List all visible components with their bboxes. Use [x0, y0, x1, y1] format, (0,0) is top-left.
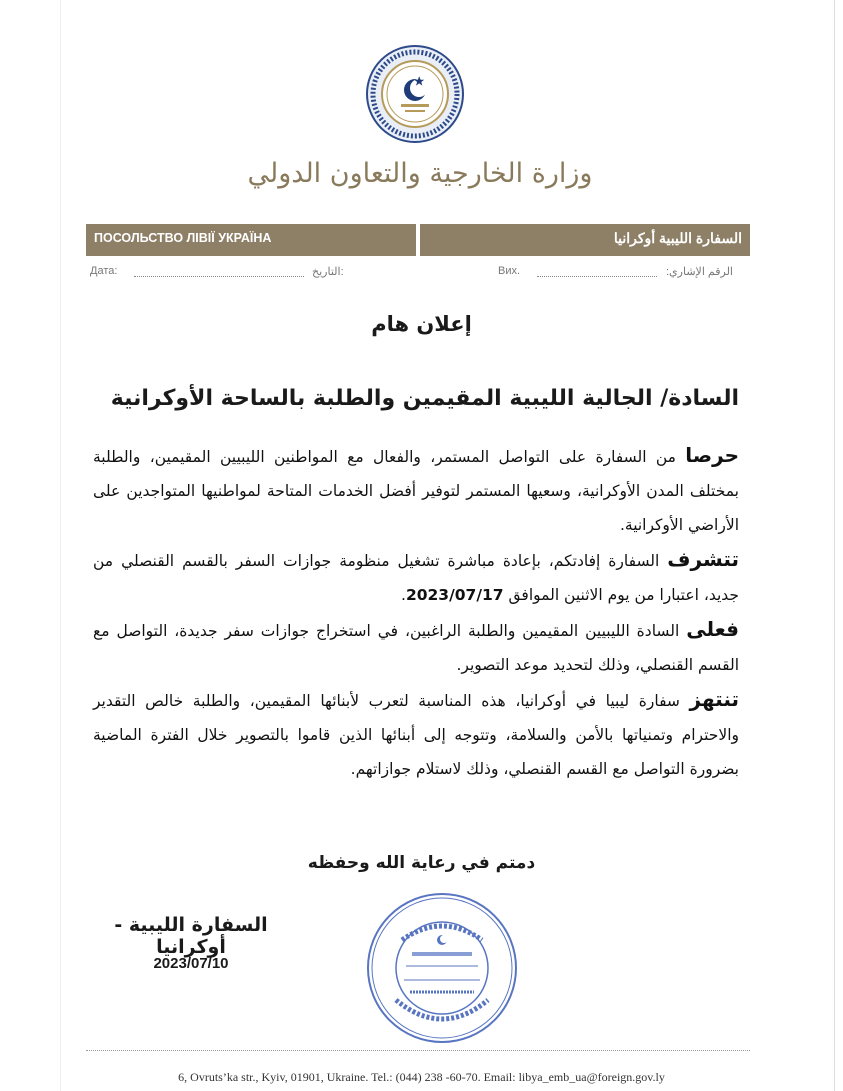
- ministry-title: وزارة الخارجية والتعاون الدولي: [247, 158, 593, 189]
- date-field-uk: [90, 265, 304, 277]
- paragraph-lead: فعلى: [686, 617, 739, 641]
- header-band-ukrainian: [86, 224, 416, 256]
- page-edge-left: [60, 0, 69, 1091]
- announcement-title: إعلان هام: [371, 312, 472, 336]
- embassy-name-ukrainian: ПОСОЛЬСТВО ЛІВІЇ УКРАЇНА: [94, 231, 272, 245]
- signature-name: السفارة الليبية - أوكرانيا: [114, 914, 268, 958]
- date-dots: [134, 266, 304, 277]
- date-label-uk: Дата:: [90, 265, 118, 277]
- paragraph-lead: تتشرف: [667, 547, 739, 571]
- embassy-stamp-icon: [362, 888, 522, 1048]
- ref-label-uk: Вих.: [498, 265, 521, 277]
- ref-label-ar: الرقم الإشاري:: [666, 266, 733, 278]
- paragraph-4: [93, 682, 739, 786]
- paragraph-tail: .: [401, 586, 406, 604]
- paragraph-text: سفارة ليبيا في أوكرانيا، هذه المناسبة لتعرب لأبنائها المقيمين، والطلبة خالص التقدير والاحترام وتمنياتها بالأمن والسلامة، وتتوجه إلى أبنائها الذين قاموا بالتصوير خلال الفترة الماضية بضرورة التواصل مع القسم القنصلي، وذلك لاستلام جوازاتهم.: [93, 692, 739, 778]
- paragraph-text: من السفارة على التواصل المستمر، والفعال مع المواطنين الليبيين المقيمين، والطلبة بمختلف المدن الأوكرانية، وسعيها المستمر لتوفير أفضل الخدمات المتاحة لمواطنيها المتواجدين على الأراضي الأوكرانية.: [93, 448, 739, 534]
- paragraph-2: [93, 542, 739, 612]
- paragraph-text: السفارة إفادتكم، بإعادة مباشرة تشغيل منظومة جوازات السفر بالقسم القنصلي من جديد، اعتبارا من يوم الاثنين الموافق: [93, 552, 739, 604]
- ref-field-uk: [498, 265, 657, 277]
- libya-gnu-seal-icon: [365, 44, 465, 144]
- embassy-name-arabic: السفارة الليبية أوكرانيا: [613, 230, 742, 246]
- paragraph-3: [93, 612, 739, 682]
- addressee-line: السادة/ الجالية الليبية المقيمين والطلبة بالساحة الأوكرانية: [110, 386, 739, 411]
- paragraph-1: [93, 438, 739, 542]
- header-band-arabic: [420, 224, 750, 256]
- ref-dots: [537, 266, 657, 277]
- resume-date: 2023/07/17: [405, 586, 504, 604]
- announcement-body: [93, 438, 739, 786]
- paragraph-lead: حرصا: [685, 443, 739, 467]
- signature-date: 2023/07/10: [153, 955, 229, 972]
- page-edge-right: [826, 0, 835, 1091]
- footer-rule: [86, 1050, 750, 1051]
- date-label-ar: التاريخ:: [312, 266, 344, 278]
- paragraph-lead: تنتهز: [689, 687, 739, 711]
- footer-address: 6, Ovruts’ka str., Kyiv, 01901, Ukraine. Tel.: (044) 238 -60-70. Email: libya_emb_ua@foreign.gov.ly: [178, 1070, 665, 1084]
- closing-line: دمتم في رعاية الله وحفظه: [307, 853, 536, 873]
- paragraph-text: السادة الليبيين المقيمين والطلبة الراغبين، في استخراج جوازات سفر جديدة، التواصل مع القسم القنصلي، وذلك لتحديد موعد التصوير.: [93, 622, 739, 674]
